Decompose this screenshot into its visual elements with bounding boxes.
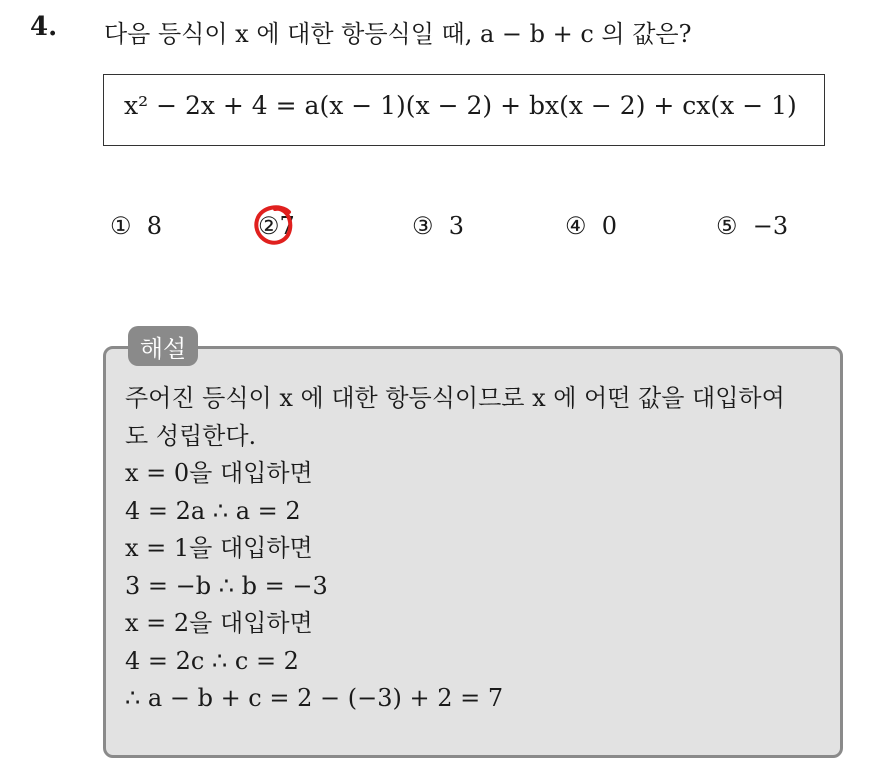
solution-line: x = 1을 대입하면 <box>125 534 313 562</box>
solution-line: x = 2을 대입하면 <box>125 609 313 637</box>
equation: x² − 2x + 4 = a(x − 1)(x − 2) + bx(x − 2) + cx(x − 1) <box>124 91 797 120</box>
choice-5[interactable] <box>716 212 788 240</box>
solution-line: 주어진 등식이 x 에 대한 항등식이므로 x 에 어떤 값을 대입하여 <box>125 384 785 412</box>
choice-3-number: ③ <box>412 212 434 240</box>
solution-line: 3 = −b ∴ b = −3 <box>125 571 328 600</box>
choice-2-number: ② <box>258 212 280 240</box>
equation-box <box>103 74 825 146</box>
solution-text <box>125 380 785 718</box>
choice-4-value: 0 <box>601 212 618 240</box>
answer-circle-mark-icon <box>249 200 299 250</box>
choice-5-value: −3 <box>752 212 789 240</box>
choice-1-number: ① <box>110 212 132 240</box>
solution-line: 도 성립한다. <box>125 421 257 450</box>
question-text: 다음 등식이 x 에 대한 항등식일 때, a − b + c 의 값은? <box>104 20 692 48</box>
choice-5-number: ⑤ <box>716 212 738 240</box>
choice-4[interactable] <box>565 212 617 240</box>
solution-label: 해설 <box>128 326 198 366</box>
choice-4-number: ④ <box>565 212 587 240</box>
choice-2-value: 7 <box>279 212 295 240</box>
solution-line: 4 = 2c ∴ c = 2 <box>125 646 299 675</box>
choice-3-value: 3 <box>448 212 465 240</box>
solution-line: x = 0을 대입하면 <box>125 459 313 487</box>
solution-line: 4 = 2a ∴ a = 2 <box>125 496 301 525</box>
question-number: 4. <box>30 12 58 42</box>
choice-3[interactable] <box>412 212 464 240</box>
choice-1[interactable] <box>110 212 162 240</box>
solution-line: ∴ a − b + c = 2 − (−3) + 2 = 7 <box>125 684 504 712</box>
choice-1-value: 8 <box>146 212 163 240</box>
